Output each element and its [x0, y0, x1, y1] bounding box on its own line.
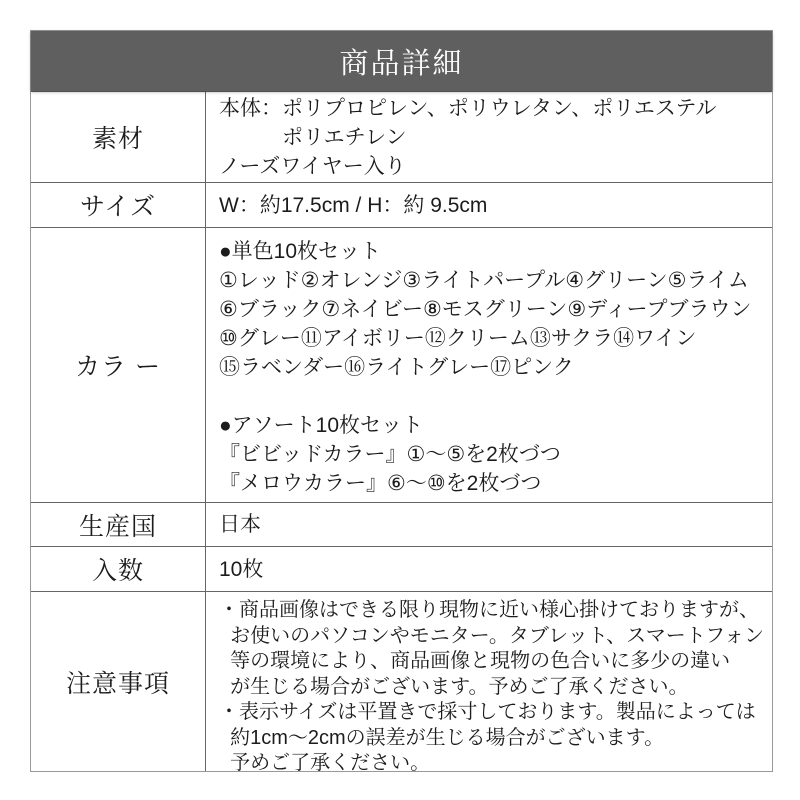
row-content-color [206, 228, 772, 502]
text-line: お使いのパソコンやモニター。タブレット、スマートフォン [219, 624, 765, 647]
text-line: ・商品画像はできる限り現物に近い様心掛けておりますが、 [219, 599, 759, 621]
text-line: ⑥ブラック⑦ネイビー⑧モスグリーン⑨ディープブラウン [219, 298, 752, 321]
text-line: W：約17.5cm / H：約 9.5cm [219, 193, 488, 217]
row-content-material [206, 92, 772, 182]
row-label-text: カラ ー [75, 353, 161, 381]
text-line: が生じる場合がございます。予めご了承ください。 [219, 675, 689, 698]
text-line: ●アソート10枚セット [219, 414, 424, 437]
row-label-color [31, 228, 206, 502]
table-row-size [31, 182, 772, 227]
table-row-color [31, 227, 772, 502]
row-label-country [31, 503, 206, 546]
table-header [31, 31, 772, 91]
row-label-text: 素材 [91, 125, 144, 153]
table-row-count [31, 546, 772, 591]
row-label-text: 生産国 [78, 512, 157, 541]
text-line: ⑩グレー⑪アイボリー⑫クリーム⑬サクラ⑭ワイン [219, 327, 697, 350]
row-content-country [206, 503, 772, 546]
text-line [219, 382, 772, 411]
text-line: 『ビビッドカラー』①〜⑤を2枚づつ [219, 443, 561, 466]
table-row-country [31, 502, 772, 546]
row-content-count [206, 547, 772, 591]
row-label-text: サイズ [79, 193, 156, 221]
row-label-text: 入数 [91, 557, 144, 585]
row-content-size [206, 183, 772, 227]
table-title: 商品詳細 [339, 47, 464, 80]
text-line: ●単色10枚セット [219, 240, 382, 263]
row-label-text: 注意事項 [65, 669, 170, 698]
row-label-notes [31, 592, 206, 771]
table-row-material [31, 91, 772, 182]
row-label-material [31, 92, 206, 182]
text-line: 約1cm〜2cmの誤差が生じる場合がございます。 [219, 726, 665, 749]
product-detail-table [30, 30, 773, 772]
text-line: ポリエチレン [219, 126, 407, 149]
text-line: 本体：ポリプロピレン、ポリウレタン、ポリエステル [219, 97, 717, 120]
text-line: ①レッド②オレンジ③ライトパープル④グリーン⑤ライム [219, 269, 749, 292]
text-line: 『メロウカラー』⑥〜⑩を2枚づつ [219, 472, 542, 495]
text-line: ノーズワイヤー入り [219, 155, 406, 178]
text-line: ・表示サイズは平置きで採寸しております。製品によっては [219, 701, 756, 723]
text-line: ⑮ラベンダー⑯ライトグレー⑰ピンク [219, 356, 574, 379]
text-line: 等の環境により、商品画像と現物の色合いに多少の違い [219, 650, 731, 672]
row-label-count [31, 547, 206, 591]
row-content-notes [206, 592, 772, 771]
text-line: 10枚 [219, 557, 264, 581]
table-row-notes [31, 591, 772, 771]
text-line: 日本 [219, 513, 261, 536]
text-line: 予めご了承ください。 [219, 752, 431, 771]
row-label-size [31, 183, 206, 227]
